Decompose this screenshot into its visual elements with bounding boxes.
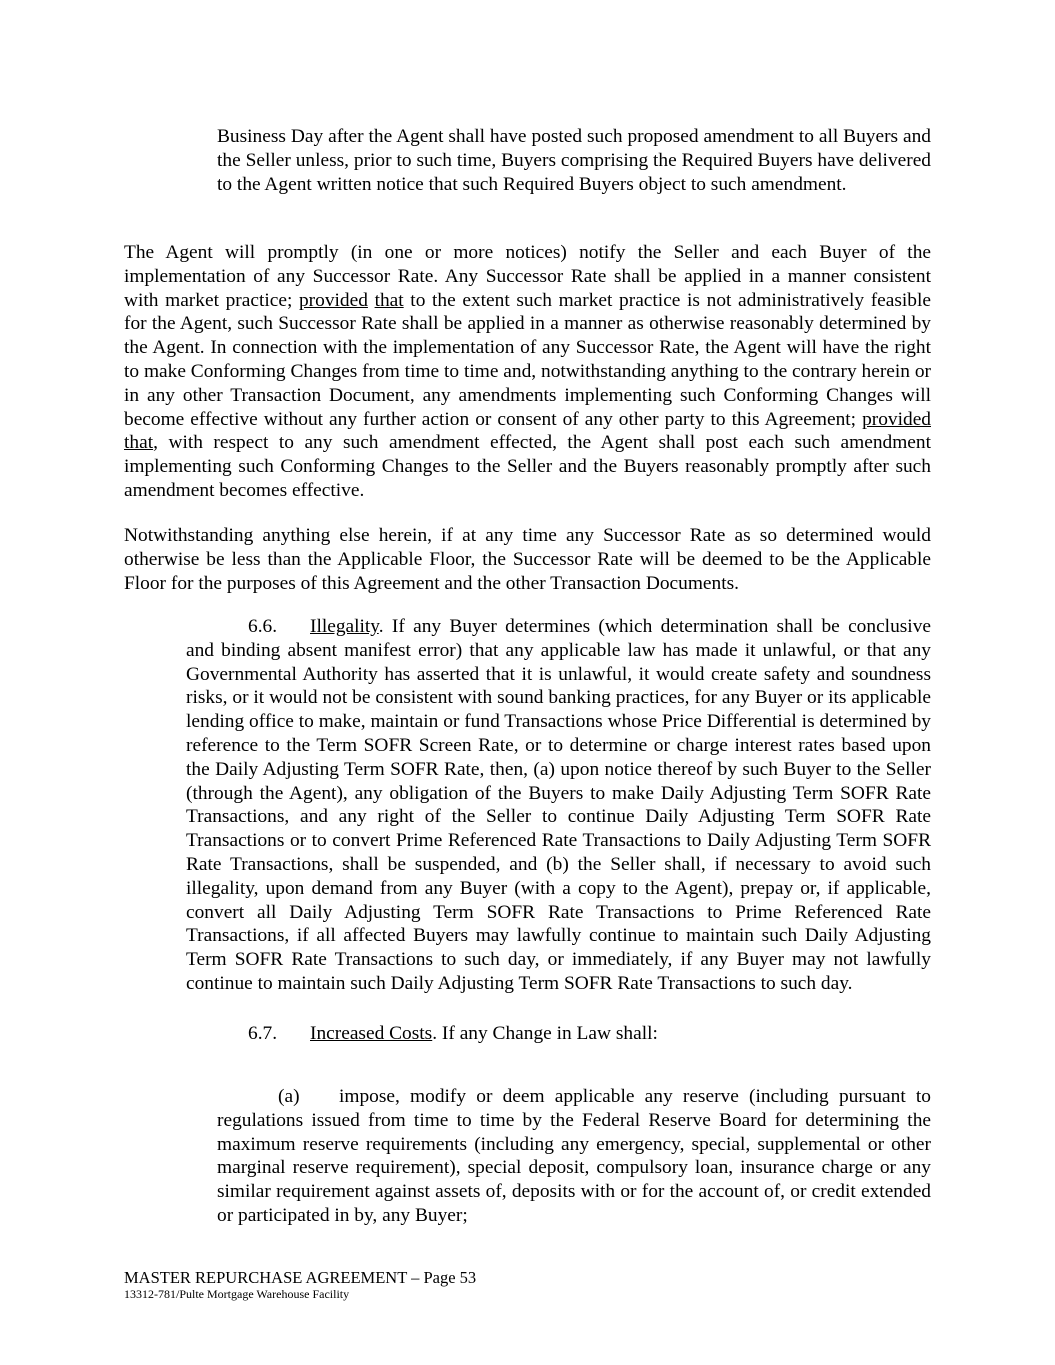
paragraph-applicable-floor: Notwithstanding anything else herein, if at any time any Successor Rate as so determined would otherwise be less than the Applicable Floor, the Successor Rate will be deemed to be the Applicable Floor for the purposes of this Agreement and the other Transaction Documents. <box>124 525 931 594</box>
text: , with respect to any such amendment effected, the Agent shall post each such amendment implementing such Conforming Changes to the Seller and the Buyers reasonably promptly after such amendment becomes effective. <box>124 432 931 501</box>
page-footer <box>124 1268 476 1301</box>
emphasis-provided: provided <box>862 408 931 430</box>
paragraph-continuation: Business Day after the Agent shall have posted such proposed amendment to all Buyers and the Seller unless, prior to such time, Buyers comprising the Required Buyers have delivered to the Agent written notice that such Required Buyers object to such amendment. <box>217 126 931 195</box>
emphasis-that: that <box>124 432 154 454</box>
section-text: . If any Buyer determines (which determination shall be conclusive and binding absent manifest error) that any applicable law has made it unlawful, or that any Governmental Authority has asserted that it is unlawful, it would create safety and soundness risks, or it would not be consistent with sound banking practices, for any Buyer or its applicable lending office to make, maintain or fund Transactions whose Price Differential is determined by reference to the Term SOFR Screen Rate, or to determine or charge interest rates based upon the Daily Adjusting Term SOFR Rate, then, (a) upon notice thereof by such Buyer to the Seller (through the Agent), any obligation of the Buyers to make Daily Adjusting Term SOFR Rate Transactions, and any right of the Seller to continue Daily Adjusting Term SOFR Rate Transactions or to convert Prime Referenced Rate Transactions to Daily Adjusting Term SOFR Rate Transactions, shall be suspended, and (b) the Seller shall, if necessary to avoid such illegality, upon demand from any Buyer (with a copy to the Agent), prepay or, if applicable, convert all Daily Adjusting Term SOFR Rate Transactions to Prime Referenced Rate Transactions, if all affected Buyers may lawfully continue to maintain such Daily Adjusting Term SOFR Rate Transactions to such day, or immediately, if any Buyer may not lawfully continue to maintain such Daily Adjusting Term SOFR Rate Transactions to such day. <box>186 616 931 994</box>
section-text: . If any Change in Law shall: <box>432 1023 658 1044</box>
text: to the extent such market practice is not administratively feasible for the Agent, such Successor Rate shall be applied in a manner as otherwise reasonably determined by the Agent. In connection with the implementation of any Successor Rate, the Agent will have the right to make Conforming Changes from time to time and, notwithstanding anything to the contrary herein or in any other Transaction Document, any amendments implementing such Conforming Changes will become effective without any further action or consent of any other party to this Agreement; <box>124 289 931 430</box>
text: The Agent will promptly (in one or more notices) notify the Seller and each Buyer of the implementation of any Successor Rate. Any Successor Rate shall be applied in a manner consistent with market practice; <box>124 242 931 311</box>
clause-a <box>217 1085 931 1228</box>
clause-text: impose, modify or deem applicable any reserve (including pursuant to regulations issued from time to time by the Federal Reserve Board for determining the maximum reserve requirements (including any emergency, special, supplemental or other marginal reserve requirement), special deposit, compulsory loan, insurance charge or any similar requirement against assets of, deposits with or for the account of, or credit extended or participated in by, any Buyer; <box>217 1086 931 1226</box>
emphasis-provided: provided <box>298 289 368 311</box>
footer-title: MASTER REPURCHASE AGREEMENT – Page 53 <box>124 1268 477 1287</box>
section-6-6 <box>186 615 931 996</box>
paragraph-successor-rate <box>124 241 931 503</box>
text <box>368 290 375 311</box>
clause-number: (a) <box>278 1086 300 1107</box>
emphasis-that: that <box>374 289 404 311</box>
section-number: 6.6. <box>248 616 278 637</box>
section-6-7 <box>248 1022 658 1046</box>
section-title: Increased Costs <box>310 1023 433 1044</box>
section-title: Illegality <box>310 616 379 637</box>
section-number: 6.7. <box>248 1023 278 1044</box>
footer-reference: 13312-781/Pulte Mortgage Warehouse Facility <box>124 1287 350 1301</box>
